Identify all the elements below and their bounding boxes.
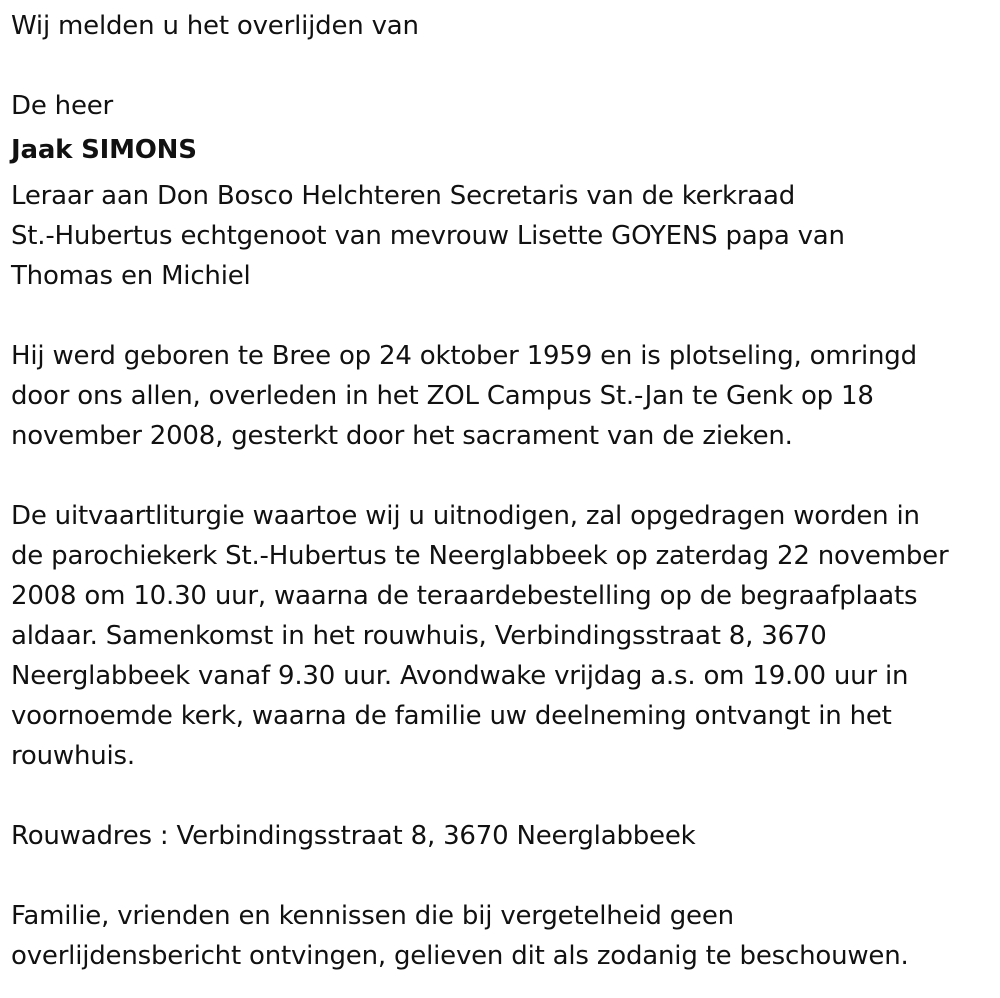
description-line: St.-Hubertus echtgenoot van mevrouw Lisette GOYENS papa van [11,221,845,251]
funeral-line: de parochiekerk St.-Hubertus te Neerglabbeek op zaterdag 22 november [11,541,949,571]
salutation: De heer [11,91,114,121]
funeral-line: Neerglabbeek vanaf 9.30 uur. Avondwake vrijdag a.s. om 19.00 uur in [11,661,909,691]
obituary-notice [11,0,991,976]
closing-paragraph [11,896,991,976]
funeral-paragraph [11,496,991,776]
spacer [11,776,991,816]
spacer [11,856,991,896]
spacer [11,456,991,496]
funeral-line: De uitvaartliturgie waartoe wij u uitnodigen, zal opgedragen worden in [11,501,920,531]
closing-line: overlijdensbericht ontvingen, gelieven dit als zodanig te beschouwen. [11,941,909,971]
funeral-line: rouwhuis. [11,741,135,771]
mourning-address: Rouwadres : Verbindingsstraat 8, 3670 Neerglabbeek [11,821,696,851]
deceased-name: Jaak SIMONS [11,135,197,165]
birth-death-line: Hij werd geboren te Bree op 24 oktober 1959 en is plotseling, omringd [11,341,917,371]
funeral-line: aldaar. Samenkomst in het rouwhuis, Verbindingsstraat 8, 3670 [11,621,827,651]
description-line: Leraar aan Don Bosco Helchteren Secretaris van de kerkraad [11,181,796,211]
description-paragraph [11,176,991,296]
birth-death-paragraph [11,336,991,456]
spacer [11,296,991,336]
funeral-line: voornoemde kerk, waarna de familie uw deelneming ontvangt in het [11,701,892,731]
description-line: Thomas en Michiel [11,261,251,291]
birth-death-line: november 2008, gesterkt door het sacrament van de zieken. [11,421,793,451]
closing-line: Familie, vrienden en kennissen die bij vergetelheid geen [11,901,734,931]
spacer [11,46,991,86]
birth-death-line: door ons allen, overleden in het ZOL Campus St.-Jan te Genk op 18 [11,381,874,411]
funeral-line: 2008 om 10.30 uur, waarna de teraardebestelling op de begraafplaats [11,581,918,611]
intro-text: Wij melden u het overlijden van [11,11,419,41]
